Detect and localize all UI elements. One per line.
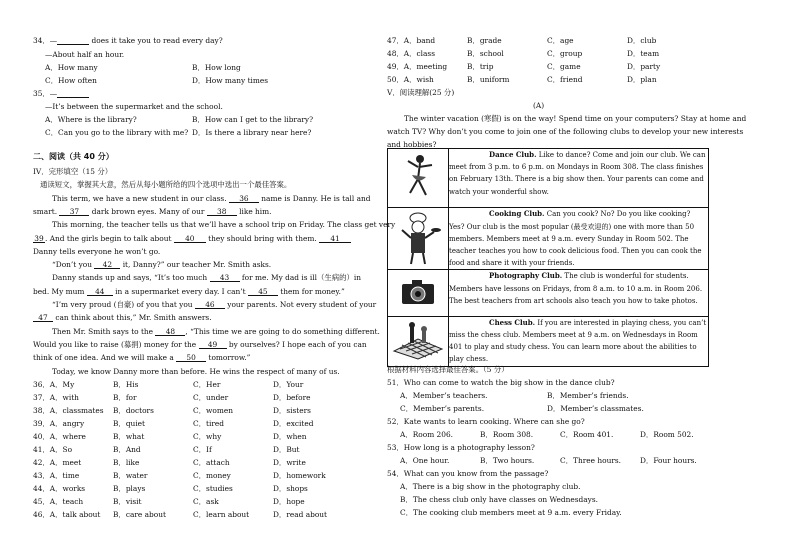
cloze-blank[interactable]: 43 — [210, 274, 240, 282]
cloze-blank[interactable]: 45 — [248, 288, 278, 296]
option: C．How often — [45, 76, 97, 85]
choice-c: C．attach — [193, 458, 230, 467]
intro-text: watch TV? Why don’t you come to join one of the following clubs to develop your new interests — [387, 127, 744, 136]
cloze-blank[interactable]: 42 — [94, 261, 120, 269]
option: A．How many — [45, 63, 98, 72]
question-34: 34．— does it take you to read every day? — [33, 36, 223, 45]
choice-a: 50．A．wish — [387, 75, 434, 84]
option: B．How long — [192, 63, 241, 72]
choice-b: B．doctors — [113, 406, 154, 415]
choice-a: 38．A．classmates — [33, 406, 104, 415]
choice-c: C．women — [193, 406, 233, 415]
choice-b: B．plays — [113, 484, 146, 493]
choice-d: D．club — [627, 36, 657, 45]
choice-b: B．water — [113, 471, 148, 480]
choice-a: 46．A．talk about — [33, 510, 101, 519]
option: A．Where is the library? — [45, 115, 137, 124]
choice-c: C．game — [547, 62, 581, 71]
choice-d: D．when — [273, 432, 307, 441]
choice-d: D．read about — [273, 510, 328, 519]
club-row-photography — [388, 270, 709, 316]
choice-b: B．for — [113, 393, 137, 402]
question-35: 35．— — [33, 90, 89, 98]
cloze-blank[interactable]: 36 — [229, 195, 259, 203]
option: B．How can I get to the library? — [192, 115, 314, 124]
club-description: Cooking Club. Can you cook? No? Do you like cooking? Yes? Our club is the most popular (最受欢迎的) one with more than 50 members. Members meet at 9 a.m. every Sunday in Room 502. The teacher teaches you how to cook delicious food. Then you can cook the food and share it with your friends. — [449, 208, 709, 270]
cloze-blank[interactable]: 38 — [207, 208, 237, 216]
choice-a: 47．A．band — [387, 36, 436, 45]
choice-a: 48．A．class — [387, 49, 436, 58]
choice-b: B．quiet — [113, 419, 146, 428]
answer-blank[interactable] — [57, 90, 89, 98]
choice-d: D．before — [273, 393, 311, 402]
choice-c: C．ask — [193, 497, 219, 506]
choice-d: D．shops — [273, 484, 308, 493]
option: A．One hour. — [400, 456, 450, 465]
option: D．Four hours. — [640, 456, 697, 465]
instruction: 通读短文，掌握其大意，然后从每小题所给的四个选项中选出一个最佳答案。 — [40, 180, 292, 189]
choice-a: 44．A．works — [33, 484, 86, 493]
cloze-blank[interactable]: 49 — [199, 341, 227, 349]
option: A．Member’s teachers. — [400, 391, 488, 400]
question-52: 52．Kate wants to learn cooking. Where can she go? — [387, 417, 585, 426]
club-description: Chess Club. If you are interested in playing chess, you can’t miss the chess club. Members meet at 9 a.m. on Wednesdays in Room 401 to play and study chess. You can learn more about the abilities to play chess. — [449, 316, 709, 366]
choice-b: B．visit — [113, 497, 142, 506]
club-row-cooking — [388, 208, 709, 270]
option: B．Room 308. — [480, 430, 534, 439]
choice-c: C．tired — [193, 419, 225, 428]
cloze-blank[interactable]: 46 — [195, 301, 225, 309]
cloze-blank[interactable]: 47 — [33, 314, 53, 322]
option: A．There is a big show in the photography club. — [400, 482, 581, 491]
choice-b: B．trip — [467, 62, 494, 71]
option: D．Room 502. — [640, 430, 694, 439]
choice-c: C．studies — [193, 484, 233, 493]
option: C．Three hours. — [560, 456, 622, 465]
choice-d: D．homework — [273, 471, 326, 480]
intro-text: The winter vacation (寒假) is on the way! Spend time on your computers? Stay at home and — [404, 114, 747, 123]
choice-c: C．money — [193, 471, 231, 480]
choice-c: C．friend — [547, 75, 583, 84]
cloze-blank[interactable]: 40 — [174, 235, 206, 243]
choice-a: 49．A．meeting — [387, 62, 448, 71]
choice-c: C．If — [193, 445, 212, 454]
choice-a: 39．A．angry — [33, 419, 85, 428]
passage-label: (A) — [533, 101, 545, 110]
choice-a: 36．A．My — [33, 380, 75, 389]
option: B．Two hours. — [480, 456, 535, 465]
cloze-blank[interactable]: 37 — [59, 208, 89, 216]
option: D．How many times — [192, 76, 269, 85]
camera-icon — [388, 270, 448, 314]
choice-a: 41．A．So — [33, 445, 73, 454]
choice-b: B．His — [113, 380, 139, 389]
option: C．Room 401. — [560, 430, 614, 439]
option: B．Member’s friends. — [547, 391, 629, 400]
choice-d: D．write — [273, 458, 306, 467]
option: C．Can you go to the library with me? — [45, 128, 189, 137]
option: C．The cooking club members meet at 9 a.m. every Friday. — [400, 508, 622, 517]
option: C．Member’s parents. — [400, 404, 485, 413]
dancer-icon — [388, 149, 448, 206]
choice-b: B．what — [113, 432, 145, 441]
club-description: Dance Club. Like to dance? Come and join our club. We can meet from 3 p.m. to 6 p.m. on Mondays in Room 308. The class finishes on February 13th. There is a big show then. Your parents can come and watch your wonderful show. — [449, 149, 709, 208]
intro-text: and hobbies? — [387, 140, 437, 149]
part-title: IV．完形填空（15 分） — [33, 167, 113, 176]
choice-d: D．hope — [273, 497, 305, 506]
choice-a: 40．A．where — [33, 432, 86, 441]
cloze-blank[interactable]: 39 — [34, 234, 44, 243]
choice-c: C．group — [547, 49, 583, 58]
dialogue-reply: —It’s between the supermarket and the school. — [45, 102, 223, 111]
choice-a: 42．A．meet — [33, 458, 82, 467]
choice-d: D．sisters — [273, 406, 311, 415]
question-51: 51．Who can come to watch the big show in the dance club? — [387, 378, 615, 387]
chef-icon — [388, 208, 448, 267]
choice-b: B．like — [113, 458, 140, 467]
dialogue-reply: —About half an hour. — [45, 50, 125, 59]
question-53: 53．How long is a photography lesson? — [387, 443, 535, 452]
option: B．The chess club only have classes on Wednesdays. — [400, 495, 598, 504]
choice-c: C．Her — [193, 380, 221, 389]
choice-d: D．excited — [273, 419, 314, 428]
choice-d: D．team — [627, 49, 660, 58]
cloze-blank[interactable]: 48 — [155, 328, 185, 336]
choice-b: B．care about — [113, 510, 166, 519]
choice-c: C．under — [193, 393, 229, 402]
choice-b: B．grade — [467, 36, 502, 45]
part-title: V．阅读理解(25 分) — [387, 88, 455, 97]
choice-c: C．learn about — [193, 510, 250, 519]
choice-d: D．Your — [273, 380, 304, 389]
club-row-chess — [388, 316, 709, 366]
clubs-table — [387, 148, 709, 367]
choice-b: B．uniform — [467, 75, 510, 84]
option: D．Is there a library near here? — [192, 128, 312, 137]
choice-d: D．plan — [627, 75, 657, 84]
club-description: Photography Club. The club is wonderful for students. Members have lessons on Fridays, from 8 a.m. to 10 a.m. in Room 206. The best teachers from art schools also teach you how to take photos. — [449, 270, 709, 316]
answer-blank[interactable] — [57, 37, 89, 45]
choice-d: D．party — [627, 62, 661, 71]
option: D．Member’s classmates. — [547, 404, 644, 413]
section-title: 二、阅读（共 40 分） — [33, 152, 114, 161]
choice-d: D．But — [273, 445, 300, 454]
choice-a: 45．A．teach — [33, 497, 84, 506]
chessboard-icon — [388, 317, 448, 361]
choice-b: B．school — [467, 49, 504, 58]
choice-b: B．And — [113, 445, 141, 454]
choice-c: C．age — [547, 36, 574, 45]
option: A．Room 206. — [400, 430, 454, 439]
club-row-dance — [388, 149, 709, 208]
cloze-blank[interactable]: 41 — [319, 235, 351, 243]
question-54: 54．What can you know from the passage? — [387, 469, 549, 478]
instruction: 根据材料内容选择最佳答案。（5 分） — [387, 365, 509, 374]
cloze-blank[interactable]: 44 — [87, 288, 113, 296]
cloze-blank[interactable]: 50 — [176, 354, 206, 362]
choice-a: 43．A．time — [33, 471, 80, 480]
choice-c: C．why — [193, 432, 222, 441]
choice-a: 37．A．with — [33, 393, 79, 402]
